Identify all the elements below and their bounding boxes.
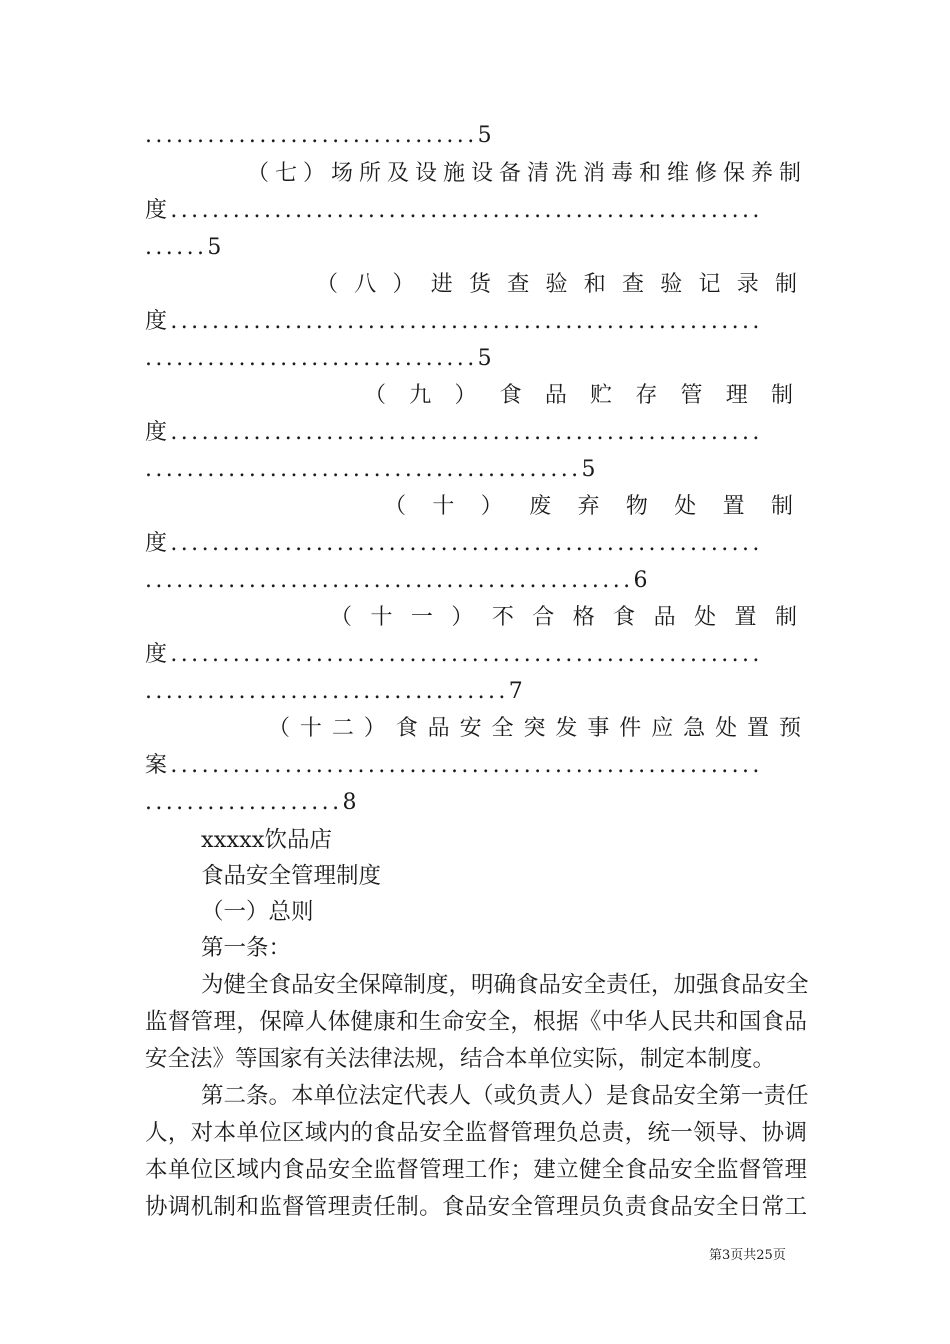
article1-heading: 第一条： bbox=[201, 935, 292, 961]
toc-entry-page: ...............................................6 bbox=[145, 568, 651, 593]
toc-entry-page: ......5 bbox=[145, 235, 225, 260]
article1-line: 监督管理，保障人体健康和生命安全，根据《中华人民共和国食品 bbox=[145, 1009, 807, 1035]
toc-entry-dots: 度......................................................... bbox=[145, 642, 763, 667]
toc-entry-page: ................................5 bbox=[145, 346, 495, 371]
toc-entry-title: （十）废弃物处置制 bbox=[384, 494, 807, 519]
article2-line: 人，对本单位区域内的食品安全监督管理负总责，统一领导、协调 bbox=[145, 1120, 807, 1146]
toc-lead-dots: ................................5 bbox=[145, 123, 495, 148]
toc-entry-dots: 度......................................................... bbox=[145, 309, 763, 334]
toc-entry-title: （十一）不合格食品处置制 bbox=[330, 605, 807, 630]
toc-entry-page: ...................................7 bbox=[145, 679, 527, 704]
article2-line: 协调机制和监督管理责任制。食品安全管理员负责食品安全日常工 bbox=[145, 1194, 807, 1220]
article1-line: 安全法》等国家有关法律法规，结合本单位实际，制定本制度。 bbox=[145, 1046, 776, 1072]
section-heading: （一）总则 bbox=[201, 899, 314, 925]
toc-entry-title: （十二）食品安全突发事件应急处置预 bbox=[268, 716, 807, 741]
toc-entry-dots: 度......................................................... bbox=[145, 420, 763, 445]
toc-entry-title: （八）进货查验和查验记录制 bbox=[316, 272, 807, 297]
toc-entry-dots: 度......................................................... bbox=[145, 198, 763, 223]
toc-entry-dots: 案......................................................... bbox=[145, 753, 763, 778]
toc-entry-page: ..........................................5 bbox=[145, 457, 599, 482]
shop-name: xxxxx饮品店 bbox=[201, 827, 332, 853]
page-number: 第3页共25页 bbox=[709, 1248, 786, 1263]
toc-entry-dots: 度......................................................... bbox=[145, 531, 763, 556]
article2-line: 本单位区域内食品安全监督管理工作；建立健全食品安全监督管理 bbox=[145, 1157, 807, 1183]
toc-entry-page: ...................8 bbox=[145, 790, 360, 815]
toc-entry-title: （九）食品贮存管理制 bbox=[364, 383, 807, 408]
toc-entry-title: （七）场所及设施设备清洗消毒和维修保养制 bbox=[247, 161, 807, 186]
article2-line: 第二条。本单位法定代表人（或负责人）是食品安全第一责任 bbox=[201, 1083, 809, 1109]
doc-title: 食品安全管理制度 bbox=[201, 863, 382, 889]
article1-line: 为健全食品安全保障制度，明确食品安全责任，加强食品安全 bbox=[201, 972, 809, 998]
